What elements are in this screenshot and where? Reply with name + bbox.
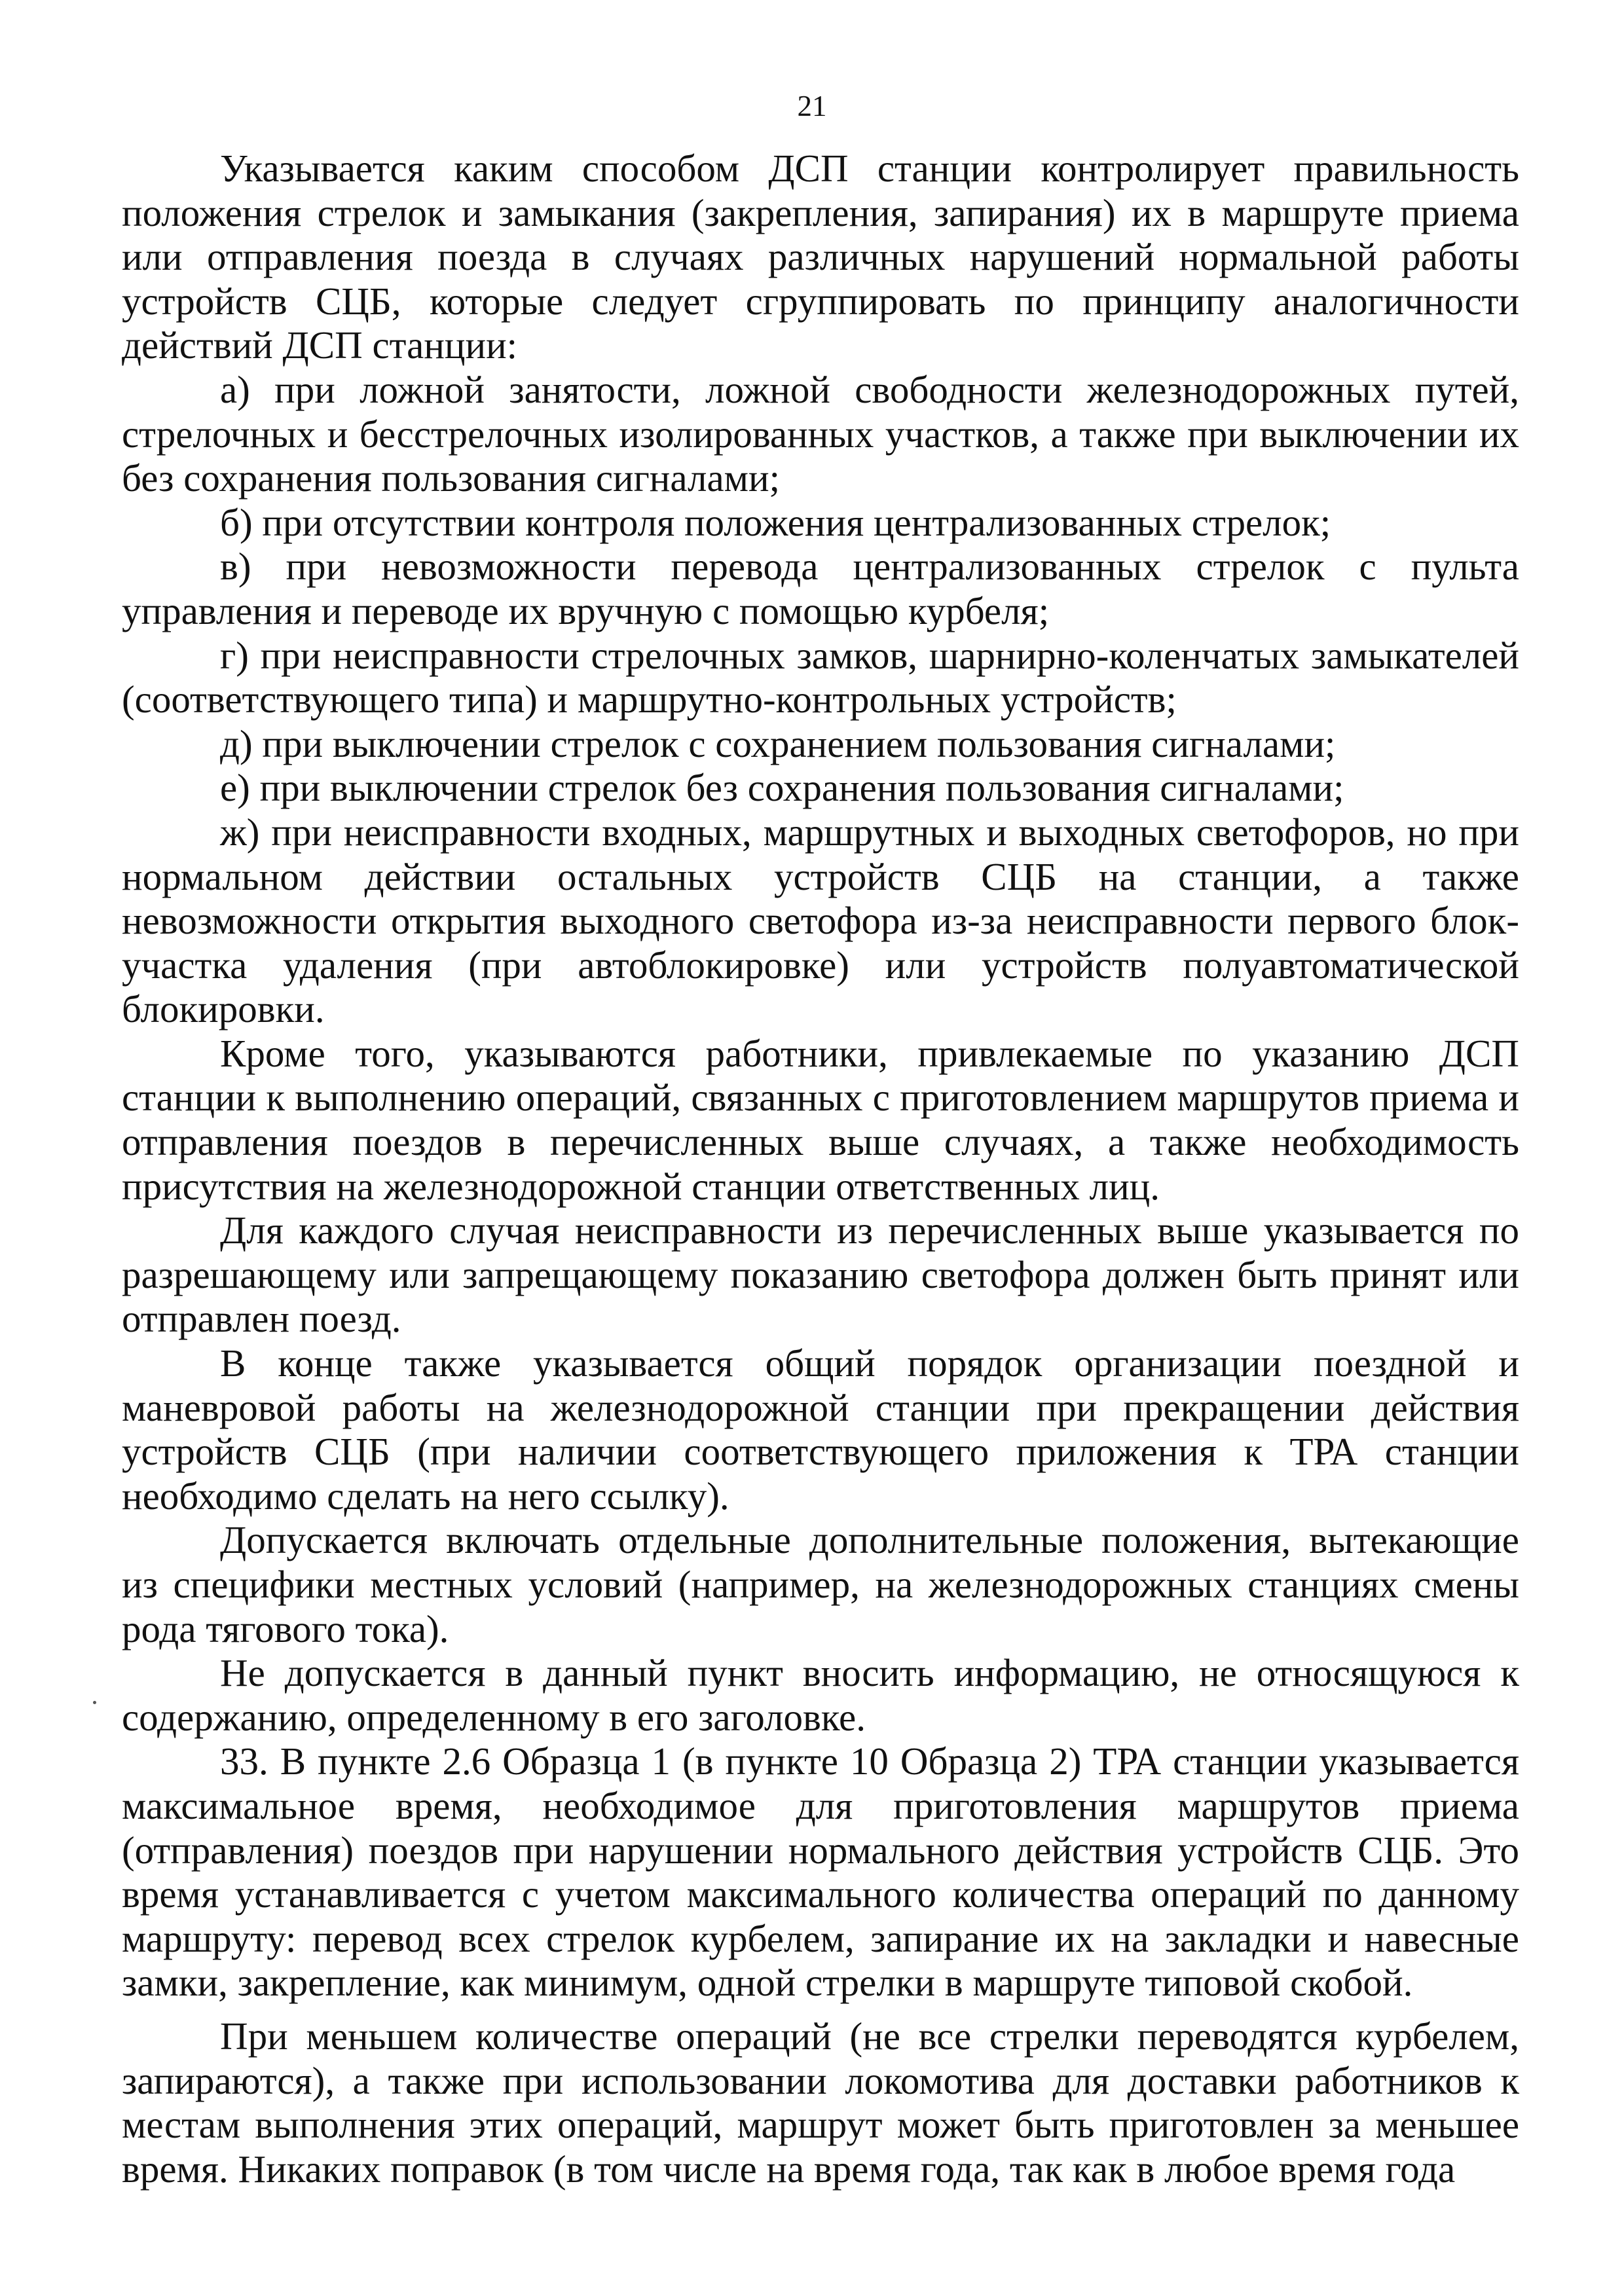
- paragraph-restriction: Не допускается в данный пункт вносить информацию, не относящуюся к содержанию, определенному в его заголовке.: [122, 1651, 1519, 1739]
- paragraph-item-zh: ж) при неисправности входных, маршрутных и выходных светофоров, но при нормальном действии остальных устройств СЦБ на станции, а также невозможности открытия выходного светофора из-за неисправности первого блок-участка удаления (при автоблокировке) или устройств полуавтоматической блокировки.: [122, 810, 1519, 1031]
- scan-dot: [93, 1701, 96, 1704]
- page-number: 21: [797, 90, 827, 122]
- paragraph-item-b: б) при отсутствии контроля положения централизованных стрелок;: [220, 500, 1331, 544]
- paragraph-item-g: г) при неисправности стрелочных замков, шарнирно-коленчатых замыкателей (соответствующего типа) и маршрутно-контрольных устройств;: [122, 633, 1519, 721]
- paragraph-signal-indication: Для каждого случая неисправности из перечисленных выше указывается по разрешающему или запрещающему показанию светофора должен быть принят или отправлен поезд.: [122, 1209, 1519, 1341]
- document-body: [122, 147, 1519, 2191]
- paragraph-intro: Указывается каким способом ДСП станции контролирует правильность положения стрелок и замыкания (закрепления, запирания) их в маршруте приема или отправления поезда в случаях различных нарушений нормальной работы устройств СЦБ, которые следует сгруппировать по принципу аналогичности действий ДСП станции:: [122, 147, 1519, 367]
- paragraph-general-order: В конце также указывается общий порядок организации поездной и маневровой работы на железнодорожной станции при прекращении действия устройств СЦБ (при наличии соответствующего приложения к ТРА станции необходимо сделать на него ссылку).: [122, 1341, 1519, 1518]
- paragraph-workers: Кроме того, указываются работники, привлекаемые по указанию ДСП станции к выполнению операций, связанных с приготовлением маршрутов приема и отправления поездов в перечисленных выше случаях, а также необходимость присутствия на железнодорожной станции ответственных лиц.: [122, 1031, 1519, 1208]
- paragraph-item-e: е) при выключении стрелок без сохранения пользования сигналами;: [220, 766, 1344, 810]
- paragraph-item-d: д) при выключении стрелок с сохранением пользования сигналами;: [220, 721, 1336, 765]
- paragraph-fewer-operations: При меньшем количестве операций (не все стрелки переводятся курбелем, запираются), а также при использовании локомотива для доставки работников к местам выполнения этих операций, маршрут может быть приготовлен за меньшее время. Никаких поправок (в том числе на время года, так как в любое время года: [122, 2014, 1519, 2191]
- paragraph-item-a: а) при ложной занятости, ложной свободности железнодорожных путей, стрелочных и бесстрелочных изолированных участков, а также при выключении их без сохранения пользования сигналами;: [122, 367, 1519, 500]
- paragraph-item-v: в) при невозможности перевода централизованных стрелок с пульта управления и переводе их вручную с помощью курбеля;: [122, 545, 1519, 632]
- paragraph-section-33: 33. В пункте 2.6 Образца 1 (в пункте 10 Образца 2) ТРА станции указывается максимальное время, необходимое для приготовления маршрутов приема (отправления) поездов при нарушении нормального действия устройств СЦБ. Это время устанавливается с учетом максимального количества операций по данному маршруту: перевод всех стрелок курбелем, запирание их на закладки и навесные замки, закрепление, как минимум, одной стрелки в маршруте типовой скобой.: [122, 1740, 1519, 2005]
- paragraph-local-conditions: Допускается включать отдельные дополнительные положения, вытекающие из специфики местных условий (например, на железнодорожных станциях смены рода тягового тока).: [122, 1518, 1519, 1650]
